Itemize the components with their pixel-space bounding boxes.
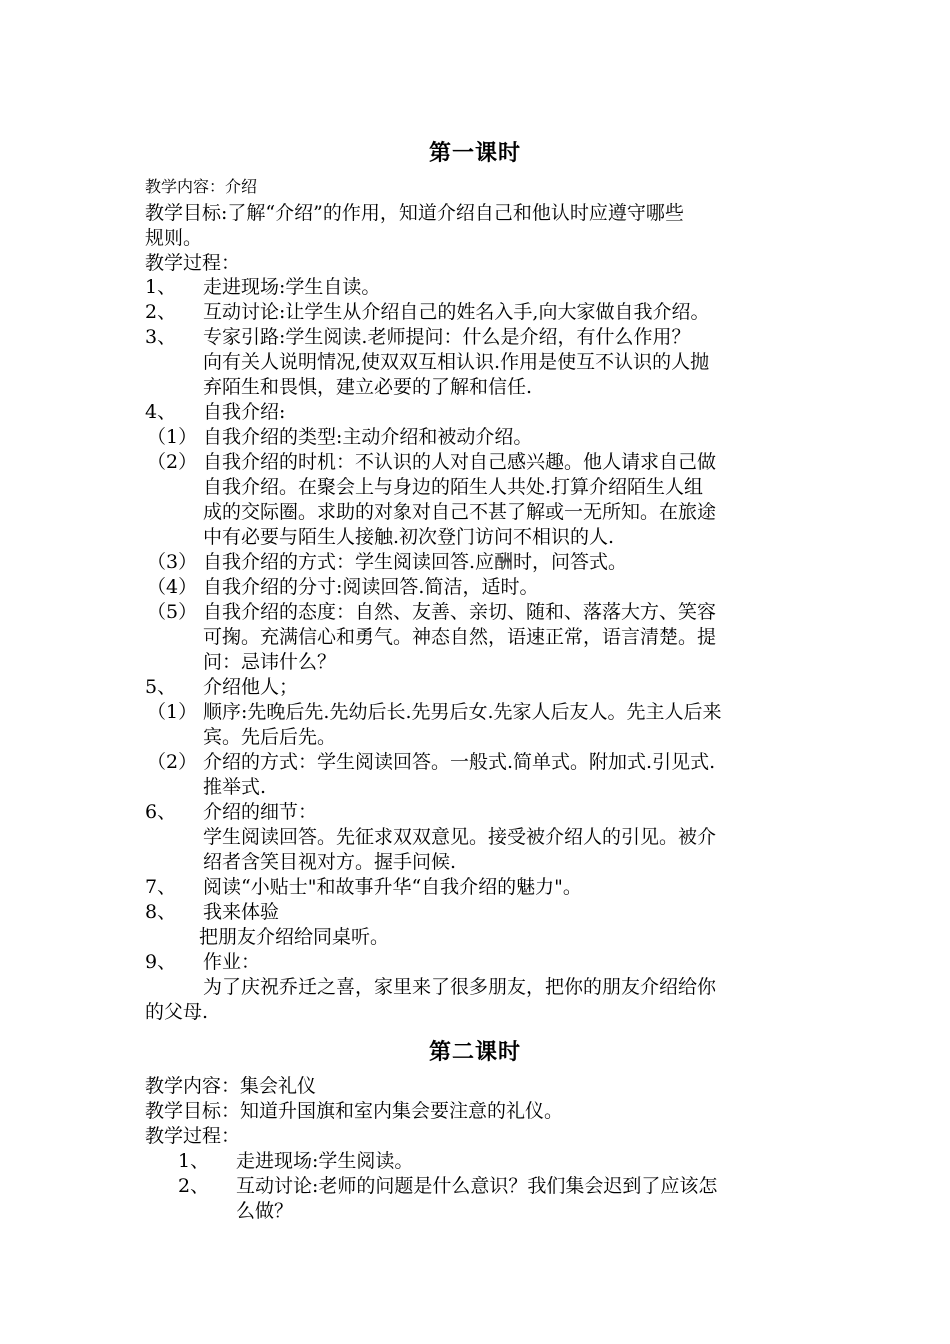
lesson1-goal-line1: 教学目标:了解“介绍”的作用，知道介绍自己和他认时应遵守哪些 [145, 202, 684, 224]
subitem-text: 可掬。充满信心和勇气。神态自然，语速正常，语言清楚。提 [203, 626, 717, 648]
subitem-text: 自我介绍的态度：自然、友善、亲切、随和、落落大方、笑容 [203, 601, 717, 623]
subitem-number: （5） [147, 601, 198, 623]
subitem-number: （2） [147, 451, 198, 473]
item-number: 5、 [145, 676, 177, 698]
subitem-number: （1） [147, 426, 198, 448]
lesson1-goal-line2: 规则。 [145, 227, 203, 249]
subitem-text: 自我介绍的类型:主动介绍和被动介绍。 [203, 426, 533, 448]
item-number: 9、 [145, 951, 177, 973]
subitem-number: （1） [147, 701, 198, 723]
item-number: 2、 [145, 301, 177, 323]
item-number: 1、 [178, 1150, 210, 1172]
subitem-text: 自我介绍。在聚会上与身边的陌生人共处.打算介绍陌生人组 [203, 476, 704, 498]
lesson1-process: 教学过程： [145, 252, 241, 274]
subitem-text: 问：忌讳什么？ [203, 651, 337, 673]
item-text: 弃陌生和畏惧，建立必要的了解和信任. [203, 376, 533, 398]
item-text: 我来体验 [203, 901, 280, 923]
homework-end: 的父母. [145, 1001, 209, 1023]
item-text: 学生阅读回答。先征求双双意见。接受被介绍人的引见。被介 [203, 826, 717, 848]
subitem-text: 自我介绍的方式：学生阅读回答.应酬时，问答式。 [203, 551, 628, 573]
item-text: 把朋友介绍给同桌听。 [199, 926, 390, 948]
subitem-number: （2） [147, 751, 198, 773]
item-number: 3、 [145, 326, 177, 348]
item-text: 介绍的细节： [203, 801, 318, 823]
lesson2-goal: 教学目标：知道升国旗和室内集会要注意的礼仪。 [145, 1100, 564, 1122]
item-text: 作业： [203, 951, 261, 973]
item-text: 走进现场:学生自读。 [203, 276, 381, 298]
item-text: 向有关人说明情况,使双双互相认识.作用是使互不认识的人抛 [203, 351, 710, 373]
subitem-text: 推举式. [203, 776, 267, 798]
subitem-number: （4） [147, 576, 198, 598]
item-number: 6、 [145, 801, 177, 823]
item-number: 1、 [145, 276, 177, 298]
item-text: 互动讨论:老师的问题是什么意识？我们集会迟到了应该怎 [236, 1175, 718, 1197]
item-number: 8、 [145, 901, 177, 923]
lesson1-title: 第一课时 [428, 140, 521, 166]
item-text: 介绍他人； [203, 676, 299, 698]
item-number: 7、 [145, 876, 177, 898]
item-text: 走进现场:学生阅读。 [236, 1150, 414, 1172]
subitem-text: 宾。先后后先。 [203, 726, 337, 748]
subitem-text: 自我介绍的分寸:阅读回答.简洁，适时。 [203, 576, 539, 598]
item-text: 互动讨论:让学生从介绍自己的姓名入手,向大家做自我介绍。 [203, 301, 710, 323]
lesson2-title: 第二课时 [428, 1039, 521, 1065]
item-number: 4、 [145, 401, 177, 423]
item-text: 么做？ [236, 1200, 294, 1222]
subitem-text: 顺序:先晚后先.先幼后长.先男后女.先家人后友人。先主人后来 [203, 701, 722, 723]
subitem-text: 介绍的方式：学生阅读回答。一般式.简单式。附加式.引见式. [203, 751, 716, 773]
lesson2-process: 教学过程： [145, 1125, 241, 1147]
subitem-number: （3） [147, 551, 198, 573]
item-text: 专家引路:学生阅读.老师提问：什么是介绍，有什么作用？ [203, 326, 691, 348]
item-text: 自我介绍: [203, 401, 286, 423]
item-text: 阅读“小贴士"和故事升华“自我介绍的魅力"。 [203, 876, 582, 898]
subitem-text: 中有必要与陌生人接触.初次登门访问不相识的人. [203, 526, 615, 548]
subitem-text: 自我介绍的时机：不认识的人对自己感兴趣。他人请求自己做 [203, 451, 717, 473]
item-number: 2、 [178, 1175, 210, 1197]
item-text: 为了庆祝乔迁之喜，家里来了很多朋友，把你的朋友介绍给你 [203, 976, 717, 998]
lesson1-content: 教学内容：介绍 [145, 177, 258, 196]
item-text: 绍者含笑目视对方。握手问候. [203, 851, 457, 873]
subitem-text: 成的交际圈。求助的对象对自己不甚了解或一无所知。在旅途 [203, 501, 717, 523]
lesson2-content: 教学内容：集会礼仪 [145, 1075, 317, 1097]
